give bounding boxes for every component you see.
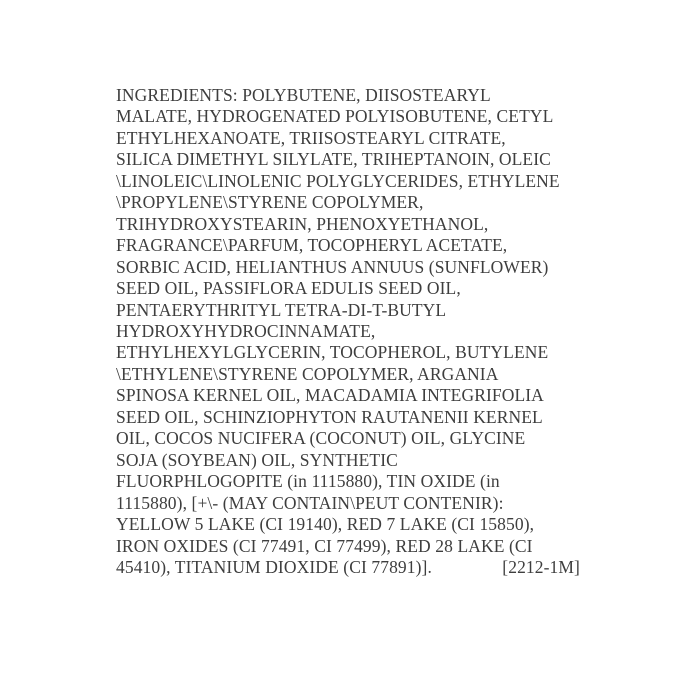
ingredients-text-block bbox=[116, 85, 594, 578]
batch-code: [2212-1M] bbox=[502, 556, 580, 577]
ingredients-line: MALATE, HYDROGENATED POLYISOBUTENE, CETYL bbox=[116, 106, 554, 127]
ingredients-line: TRIHYDROXYSTEARIN, PHENOXYETHANOL, bbox=[116, 213, 489, 234]
ingredients-line: SOJA (SOYBEAN) OIL, SYNTHETIC bbox=[116, 449, 398, 470]
ingredients-line-text: 45410), TITANIUM DIOXIDE (CI 77891)]. bbox=[116, 556, 432, 577]
ingredients-line: INGREDIENTS: POLYBUTENE, DIISOSTEARYL bbox=[116, 85, 491, 105]
ingredients-line: \LINOLEIC\LINOLENIC POLYGLYCERIDES, ETHYLENE bbox=[116, 170, 560, 191]
ingredients-line: SEED OIL, PASSIFLORA EDULIS SEED OIL, bbox=[116, 278, 461, 299]
ingredients-line: \ETHYLENE\STYRENE COPOLYMER, ARGANIA bbox=[116, 363, 499, 384]
ingredients-line: SEED OIL, SCHINZIOPHYTON RAUTANENII KERNEL bbox=[116, 406, 543, 427]
ingredients-line: YELLOW 5 LAKE (CI 19140), RED 7 LAKE (CI 15850), bbox=[116, 514, 535, 535]
ingredients-line: HYDROXYHYDROCINNAMATE, bbox=[116, 320, 376, 341]
ingredients-line: FRAGRANCE\PARFUM, TOCOPHERYL ACETATE, bbox=[116, 235, 508, 256]
ingredients-line: 1115880), [+\- (MAY CONTAIN\PEUT CONTENIR): bbox=[116, 492, 504, 513]
ingredients-line: SORBIC ACID, HELIANTHUS ANNUUS (SUNFLOWER) bbox=[116, 256, 549, 277]
ingredients-line: \PROPYLENE\STYRENE COPOLYMER, bbox=[116, 192, 424, 213]
ingredients-line: ETHYLHEXANOATE, TRIISOSTEARYL CITRATE, bbox=[116, 127, 506, 148]
ingredients-line: OIL, COCOS NUCIFERA (COCONUT) OIL, GLYCINE bbox=[116, 428, 526, 449]
ingredients-line: SPINOSA KERNEL OIL, MACADAMIA INTEGRIFOLIA bbox=[116, 385, 544, 406]
ingredients-line: ETHYLHEXYLGLYCERIN, TOCOPHEROL, BUTYLENE bbox=[116, 342, 549, 363]
ingredients-line: IRON OXIDES (CI 77491, CI 77499), RED 28 LAKE (CI bbox=[116, 535, 533, 556]
ingredients-last-line bbox=[116, 557, 594, 578]
ingredients-line: FLUORPHLOGOPITE (in 1115880), TIN OXIDE (in bbox=[116, 471, 500, 492]
ingredients-line: PENTAERYTHRITYL TETRA-DI-T-BUTYL bbox=[116, 299, 447, 320]
ingredients-line: SILICA DIMETHYL SILYLATE, TRIHEPTANOIN, OLEIC bbox=[116, 149, 551, 170]
